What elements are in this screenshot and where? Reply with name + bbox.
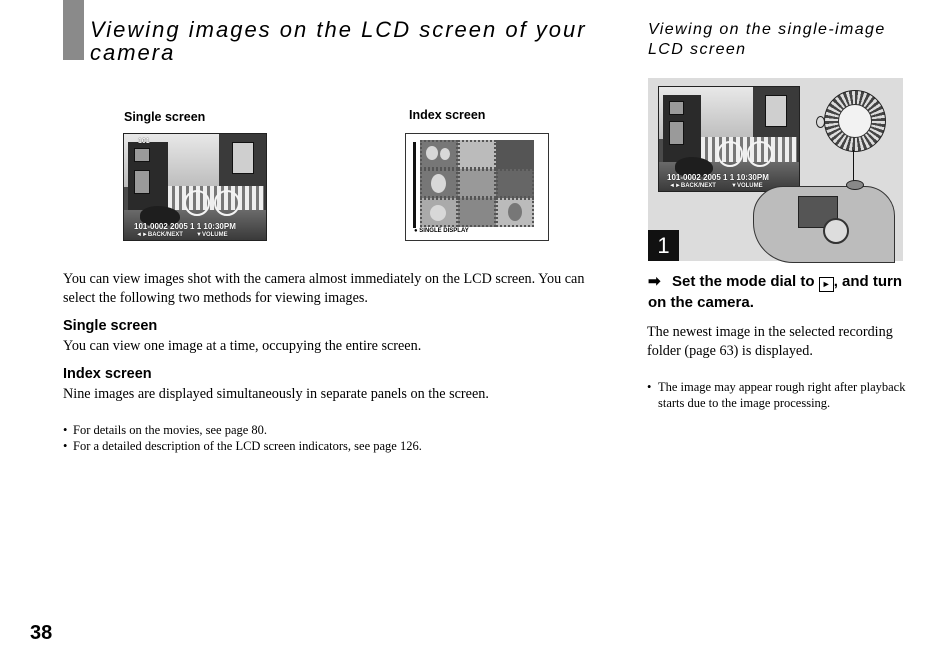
control-button-icon (823, 218, 849, 244)
title-accent-bar (63, 0, 84, 60)
single-osd-top-left: 101 (138, 138, 150, 145)
playback-icon: ► (819, 277, 834, 292)
mode-dial-center (838, 104, 872, 138)
right-description: The newest image in the selected recording folder (page 63) is displayed. (647, 324, 893, 359)
single-osd-volume: ▼VOLUME (196, 232, 228, 238)
right-section-title: Viewing on the single-image LCD screen (648, 21, 886, 58)
panel-lcd-image (658, 86, 800, 192)
single-osd-datetime: 101-0002 2005 1 1 10:30PM (134, 222, 236, 231)
note-item: • For details on the movies, see page 80. (63, 423, 268, 437)
index-osd-bottom: ● SINGLE DISPLAY (414, 228, 469, 234)
panel-osd-nav: ◄►BACK/NEXT (669, 183, 716, 189)
note-item: • For a detailed description of the LCD screen indicators, see page 126. (63, 439, 422, 453)
single-screen-image (123, 133, 267, 241)
step-number-badge: 1 (648, 230, 679, 261)
section-heading-single: Single screen (63, 318, 158, 334)
section-heading-index: Index screen (63, 366, 152, 382)
shutter-button-icon (846, 180, 864, 190)
step-arrow-icon: ➡ (648, 273, 661, 290)
page-title: Viewing images on the LCD screen of your camera (90, 17, 587, 65)
pointer-line (853, 150, 854, 184)
camera-illustration (648, 78, 903, 261)
section-text-index: Nine images are displayed simultaneously in separate panels on the screen. (63, 386, 489, 402)
single-screen-caption: Single screen (124, 110, 206, 124)
panel-osd-datetime: 101-0002 2005 1 1 10:30PM (667, 173, 769, 182)
power-indicator-icon (816, 116, 825, 128)
page-number: 38 (30, 622, 53, 644)
index-screen-image (405, 133, 549, 241)
step-instruction: ➡ Set the mode dial to ► , and turn on the camera. (648, 273, 903, 311)
section-text-single: You can view one image at a time, occupying the entire screen. (63, 338, 422, 354)
single-osd-nav: ◄►BACK/NEXT (136, 232, 183, 238)
panel-osd-volume: ▼VOLUME (731, 183, 763, 189)
index-screen-caption: Index screen (409, 108, 486, 122)
note-item: • The image may appear rough right after playback starts due to the image processing. (647, 380, 906, 410)
intro-paragraph: You can view images shot with the camera almost immediately on the LCD screen. You can select the following two methods for viewing images. (63, 271, 585, 306)
